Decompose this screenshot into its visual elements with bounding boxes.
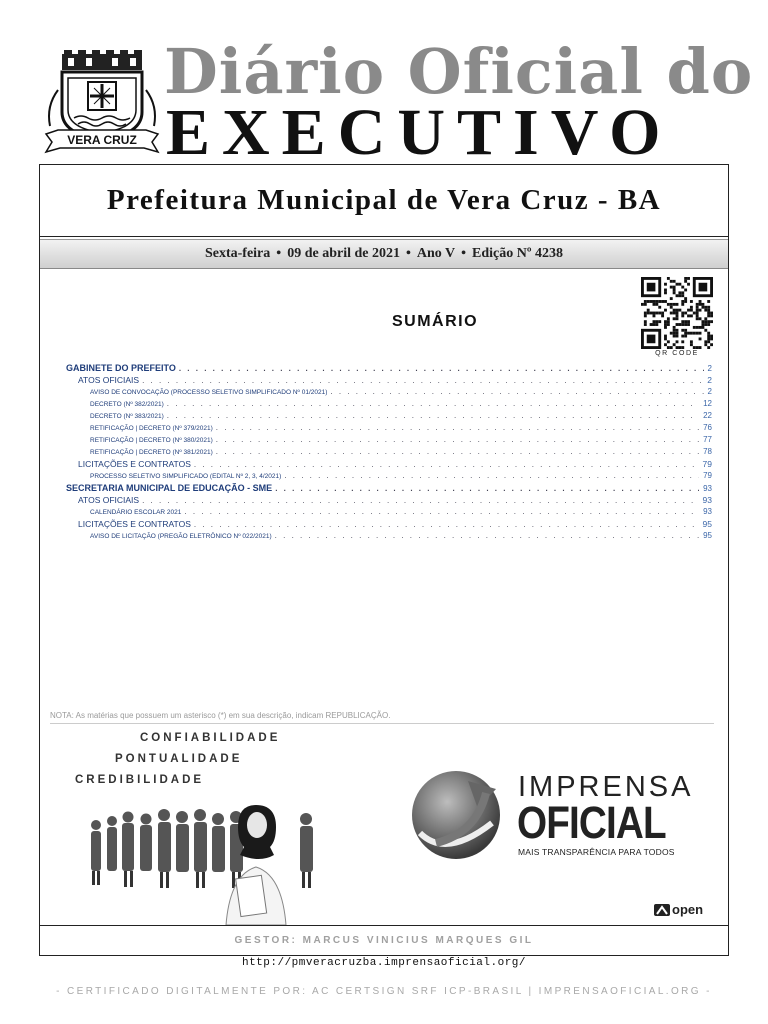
bullet-separator: • bbox=[461, 246, 467, 261]
toc-entry-page: 93 bbox=[703, 484, 712, 493]
open-logo-icon bbox=[654, 904, 670, 916]
toc-entry-page: 79 bbox=[702, 459, 712, 469]
toc-leader-dots bbox=[216, 435, 699, 444]
toc-leader-dots bbox=[167, 411, 699, 420]
toc-leader-dots bbox=[184, 507, 699, 516]
toc-entry[interactable] bbox=[90, 531, 712, 543]
toc-entry-page: 2 bbox=[707, 387, 712, 396]
divider bbox=[50, 723, 714, 724]
toc-entry[interactable] bbox=[78, 519, 712, 531]
toc-entry-page: 79 bbox=[703, 471, 712, 480]
open-logo bbox=[654, 902, 703, 917]
toc-leader-dots bbox=[142, 496, 698, 505]
toc-entry[interactable] bbox=[78, 495, 712, 507]
toc-entry-page: 2 bbox=[707, 364, 712, 373]
toc-entry-page: 78 bbox=[703, 447, 712, 456]
toc-entry-label: RETIFICAÇÃO | DECRETO (Nº 380/2021) bbox=[90, 437, 213, 444]
toc-leader-dots bbox=[216, 423, 699, 432]
toc-entry-page: 93 bbox=[702, 495, 712, 505]
toc-entry-label: LICITAÇÕES E CONTRATOS bbox=[78, 519, 191, 529]
bullet-separator: • bbox=[276, 246, 282, 261]
toc-entry[interactable] bbox=[66, 483, 712, 495]
toc-leader-dots bbox=[142, 376, 703, 385]
toc-entry[interactable] bbox=[90, 399, 712, 411]
edition-bar bbox=[40, 239, 728, 269]
toc-entry-page: 2 bbox=[707, 375, 712, 385]
toc-entry-label: PROCESSO SELETIVO SIMPLIFICADO (EDITAL Nº 2, 3, 4/2021) bbox=[90, 473, 282, 480]
municipality-title: Prefeitura Municipal de Vera Cruz - BA bbox=[106, 184, 662, 216]
toc-entry[interactable] bbox=[90, 435, 712, 447]
imprensa-oficial-globe-logo bbox=[406, 763, 506, 863]
toc-entry[interactable] bbox=[66, 363, 712, 375]
imprensa-wordmark: IMPRENSA bbox=[518, 771, 694, 803]
toc-leader-dots bbox=[194, 520, 699, 529]
qr-code-label: QR CODE bbox=[655, 350, 699, 357]
toc-entry-page: 95 bbox=[702, 519, 712, 529]
toc-entry[interactable] bbox=[90, 411, 712, 423]
bullet-separator: • bbox=[405, 246, 411, 261]
vera-cruz-crest-logo bbox=[44, 46, 160, 158]
summary-heading-text: SUMÁRIO bbox=[391, 313, 479, 330]
toc-entry[interactable] bbox=[90, 471, 712, 483]
toc-entry-page: 22 bbox=[703, 411, 712, 420]
open-logo-text: open bbox=[672, 902, 704, 917]
toc-entry-label: DECRETO (Nº 383/2021) bbox=[90, 413, 164, 420]
imprensa-tagline: MAIS TRANSPARÊNCIA PARA TODOS bbox=[518, 847, 675, 857]
toc-entry[interactable] bbox=[90, 507, 712, 519]
oficial-wordmark: OFICIAL bbox=[517, 797, 666, 848]
toc-entry[interactable] bbox=[78, 459, 712, 471]
table-of-contents bbox=[64, 363, 712, 543]
toc-entry[interactable] bbox=[90, 447, 712, 459]
toc-entry-label: LICITAÇÕES E CONTRATOS bbox=[78, 459, 191, 469]
toc-entry[interactable] bbox=[90, 387, 712, 399]
certification-footer: - CERTIFICADO DIGITALMENTE POR: AC CERTSIGN SRF ICP-BRASIL | IMPRENSAOFICIAL.ORG - bbox=[56, 986, 712, 997]
slogan-confiabilidade: CONFIABILIDADE bbox=[140, 732, 281, 744]
toc-entry-label: AVISO DE LICITAÇÃO (PREGÃO ELETRÔNICO Nº 022/2021) bbox=[90, 533, 272, 540]
toc-entry-label: CALENDÁRIO ESCOLAR 2021 bbox=[90, 509, 182, 516]
slogan-credibilidade: CREDIBILIDADE bbox=[75, 774, 205, 786]
toc-leader-dots bbox=[179, 364, 704, 373]
republication-note: NOTA: As matérias que possuem um asterisco (*) em sua descrição, indicam REPUBLICAÇÃO. bbox=[50, 711, 391, 720]
toc-entry-label: ATOS OFICIAIS bbox=[78, 375, 140, 385]
municipality-box bbox=[40, 165, 728, 237]
toc-entry-page: 93 bbox=[703, 507, 712, 516]
toc-entry-label: RETIFICAÇÃO | DECRETO (Nº 379/2021) bbox=[90, 425, 213, 432]
edition-date: 09 de abril de 2021 bbox=[287, 246, 400, 261]
masthead-title-line2: EXECUTIVO bbox=[166, 96, 673, 169]
toc-leader-dots bbox=[284, 471, 699, 480]
edition-year: Ano V bbox=[416, 246, 456, 261]
toc-leader-dots bbox=[194, 460, 699, 469]
toc-entry-label: ATOS OFICIAIS bbox=[78, 495, 140, 505]
toc-leader-dots bbox=[275, 531, 699, 540]
edition-number: Edição Nº 4238 bbox=[472, 246, 564, 261]
toc-entry-label: GABINETE DO PREFEITO bbox=[66, 363, 176, 373]
masthead-title-line1: Diário Oficial do bbox=[164, 35, 754, 108]
toc-entry-page: 77 bbox=[703, 435, 712, 444]
toc-leader-dots bbox=[167, 399, 699, 408]
toc-entry-page: 95 bbox=[703, 531, 712, 540]
toc-entry-page: 12 bbox=[703, 399, 712, 408]
site-url-link[interactable]: http://pmveracruzba.imprensaoficial.org/ bbox=[241, 957, 527, 969]
edition-weekday: Sexta-feira bbox=[204, 246, 271, 261]
manager-footer: GESTOR: MARCUS VINICIUS MARQUES GIL bbox=[40, 925, 728, 955]
toc-entry-label: SECRETARIA MUNICIPAL DE EDUCAÇÃO - SME bbox=[66, 483, 273, 493]
toc-entry-label: DECRETO (Nº 382/2021) bbox=[90, 401, 164, 408]
main-frame bbox=[39, 164, 729, 956]
crest-label: VERA CRUZ bbox=[67, 133, 137, 147]
toc-entry-page: 76 bbox=[703, 423, 712, 432]
toc-leader-dots bbox=[216, 447, 699, 456]
toc-entry[interactable] bbox=[78, 375, 712, 387]
toc-entry-label: AVISO DE CONVOCAÇÃO (PROCESSO SELETIVO SIMPLIFICADO Nº 01/2021) bbox=[90, 389, 328, 396]
toc-leader-dots bbox=[330, 387, 703, 396]
toc-leader-dots bbox=[275, 484, 699, 493]
summary-heading bbox=[40, 313, 768, 331]
toc-entry[interactable] bbox=[90, 423, 712, 435]
toc-entry-label: RETIFICAÇÃO | DECRETO (Nº 381/2021) bbox=[90, 449, 213, 456]
slogan-pontualidade: PONTUALIDADE bbox=[115, 753, 243, 765]
people-illustration bbox=[76, 795, 326, 925]
